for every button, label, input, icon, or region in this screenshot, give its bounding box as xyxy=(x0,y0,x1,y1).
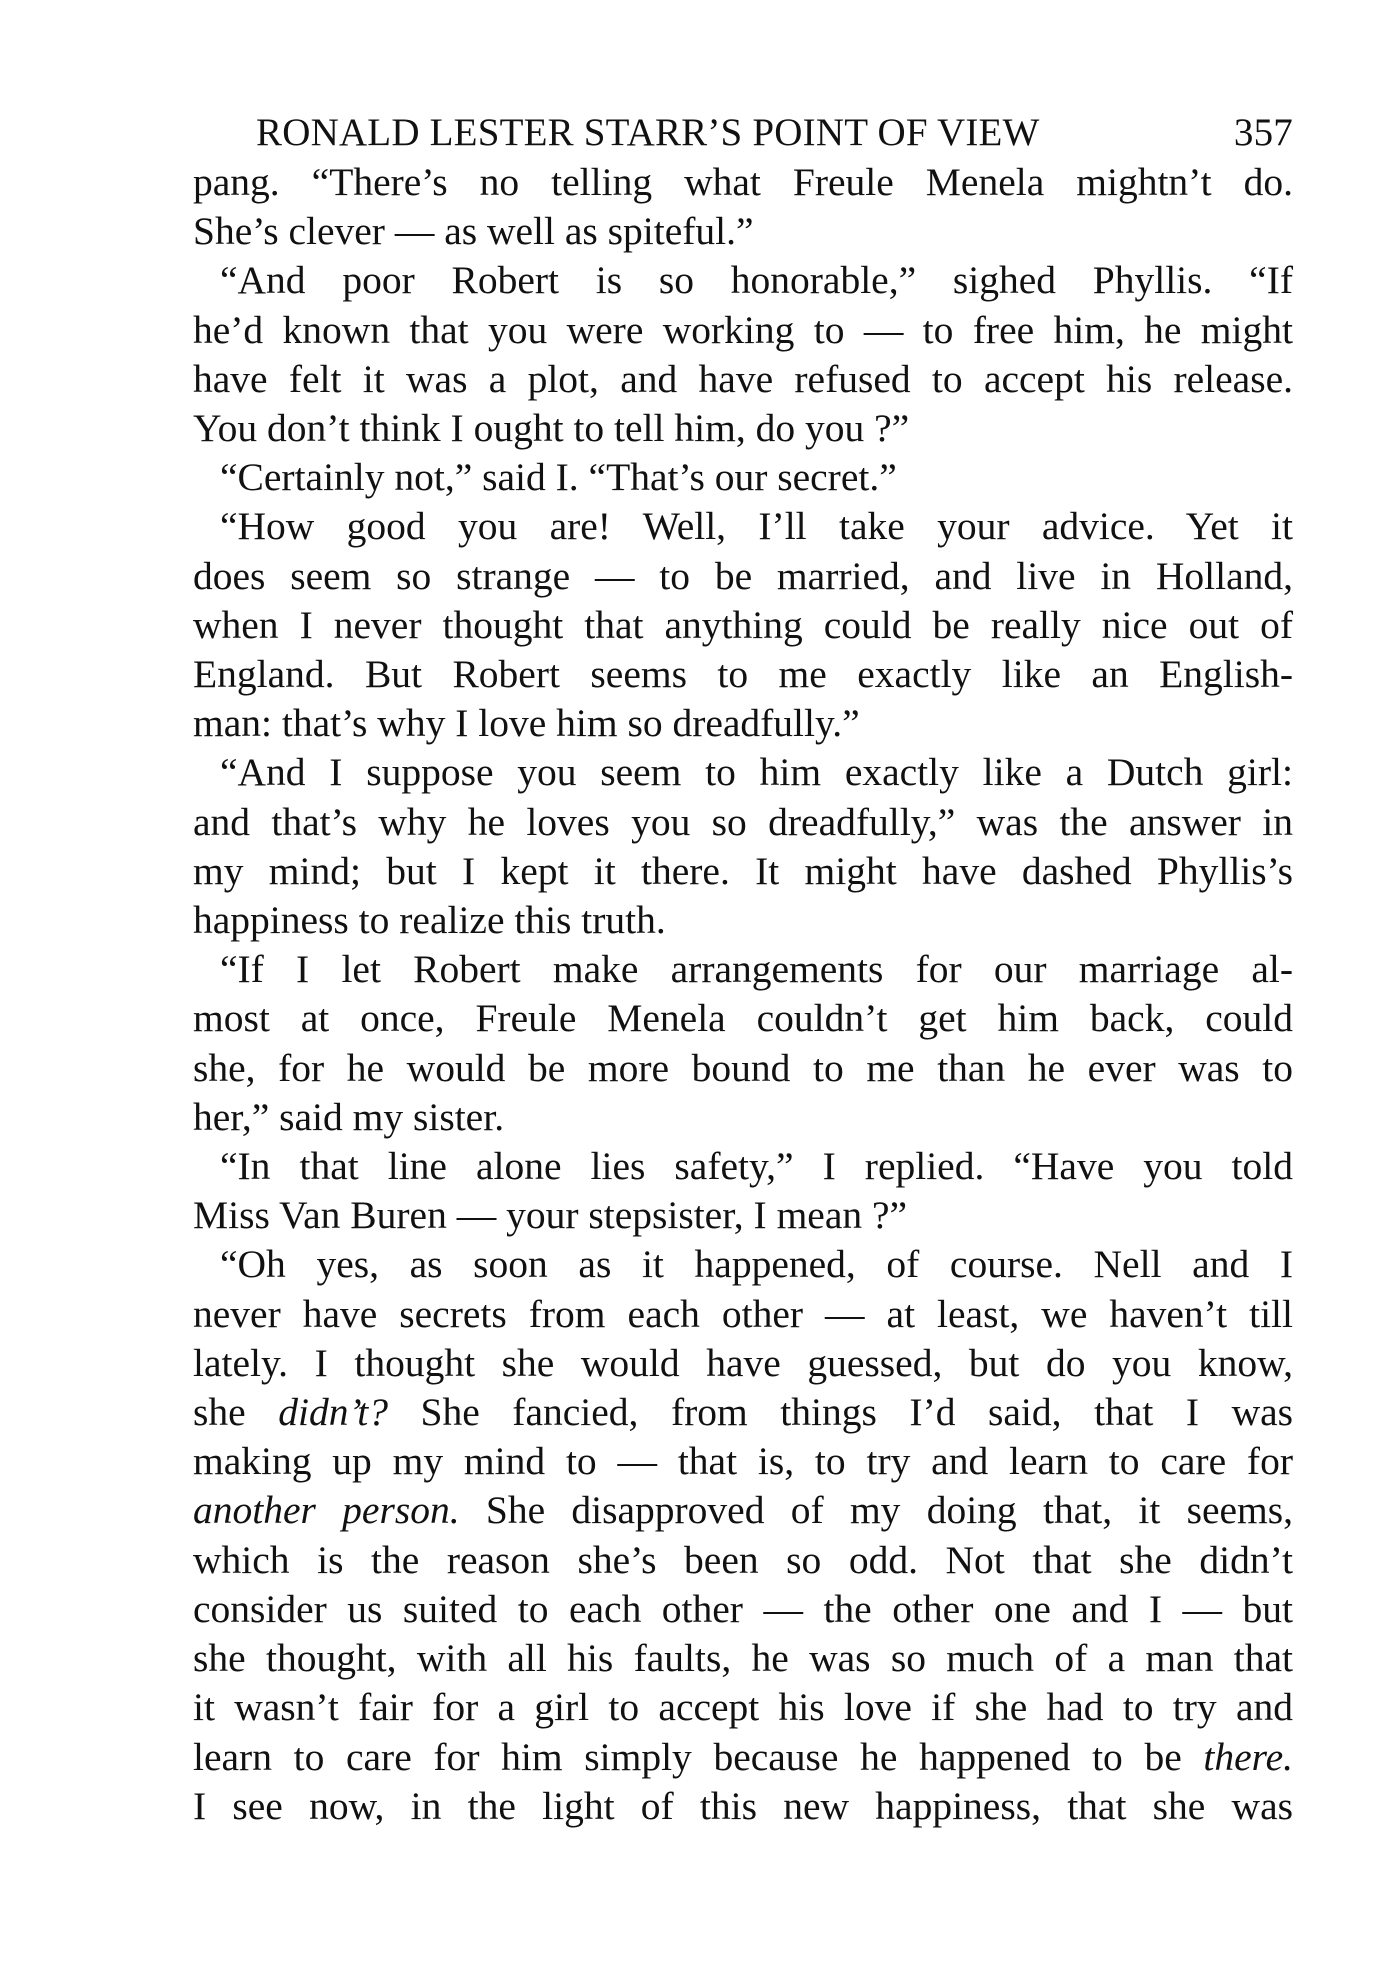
text-segment: she xyxy=(193,1390,279,1435)
text-line: lately. I thought she would have guessed, but do you know, xyxy=(193,1340,1293,1385)
text-line: “And poor Robert is so honorable,” sighed Phyllis. “If xyxy=(220,258,1293,303)
text-segment: She fancied, from things I’d said, that I was xyxy=(387,1390,1294,1435)
text-line: and that’s why he loves you so dreadfully,” was the answer in xyxy=(193,799,1293,844)
text-line: England. But Robert seems to me exactly like an English- xyxy=(193,652,1293,697)
book-page xyxy=(193,108,1293,1831)
text-line: I see now, in the light of this new happiness, that she was xyxy=(193,1783,1293,1828)
text-line xyxy=(193,1388,1293,1437)
text-segment: She disapproved of my doing that, it seems, xyxy=(459,1488,1293,1533)
text-line: my mind; but I kept it there. It might have dashed Phyllis’s xyxy=(193,848,1293,893)
text-line: “Certainly not,” said I. “That’s our secret.” xyxy=(220,455,897,500)
page-number: 357 xyxy=(1233,111,1293,154)
text-line: She’s clever — as well as spiteful.” xyxy=(193,209,754,254)
text-line: happiness to realize this truth. xyxy=(193,898,666,943)
text-line: he’d known that you were working to — to free him, he might xyxy=(193,307,1293,352)
running-head-title: RONALD LESTER STARR’S POINT OF VIEW xyxy=(256,111,1040,154)
text-line xyxy=(193,1486,1293,1535)
text-line: “And I suppose you seem to him exactly like a Dutch girl: xyxy=(220,750,1293,795)
body-text xyxy=(193,158,1293,1831)
text-line: pang. “There’s no telling what Freule Menela mightn’t do. xyxy=(193,160,1293,204)
text-line: “Oh yes, as soon as it happened, of course. Nell and I xyxy=(220,1242,1293,1287)
italic-text: there. xyxy=(1203,1734,1293,1779)
text-line: consider us suited to each other — the other one and I — but xyxy=(193,1586,1293,1631)
text-line: making up my mind to — that is, to try and learn to care for xyxy=(193,1439,1293,1484)
text-line: which is the reason she’s been so odd. Not that she didn’t xyxy=(193,1537,1293,1582)
text-line: have felt it was a plot, and have refused to accept his release. xyxy=(193,356,1293,401)
text-line: does seem so strange — to be married, and live in Holland, xyxy=(193,553,1293,598)
text-line: she, for he would be more bound to me than he ever was to xyxy=(193,1045,1293,1090)
running-head xyxy=(256,108,1293,158)
italic-text: didn’t? xyxy=(278,1390,388,1435)
text-line: Miss Van Buren — your stepsister, I mean ?” xyxy=(193,1193,908,1238)
text-line: “In that line alone lies safety,” I replied. “Have you told xyxy=(220,1144,1293,1189)
text-line: she thought, with all his faults, he was so much of a man that xyxy=(193,1636,1293,1681)
text-line: “If I let Robert make arrangements for our marriage al- xyxy=(220,947,1293,992)
text-line xyxy=(193,1733,1293,1782)
italic-text: another person. xyxy=(193,1488,460,1533)
text-line: You don’t think I ought to tell him, do you ?” xyxy=(193,406,910,451)
text-segment: learn to care for him simply because he happened to be xyxy=(193,1734,1204,1779)
text-line: “How good you are! Well, I’ll take your advice. Yet it xyxy=(220,504,1293,549)
text-line: it wasn’t fair for a girl to accept his love if she had to try and xyxy=(193,1685,1293,1730)
text-line: her,” said my sister. xyxy=(193,1094,505,1139)
text-line: never have secrets from each other — at least, we haven’t till xyxy=(193,1291,1293,1336)
text-line: most at once, Freule Menela couldn’t get him back, could xyxy=(193,996,1293,1041)
text-line: man: that’s why I love him so dreadfully.” xyxy=(193,701,860,746)
text-line: when I never thought that anything could be really nice out of xyxy=(193,602,1293,647)
